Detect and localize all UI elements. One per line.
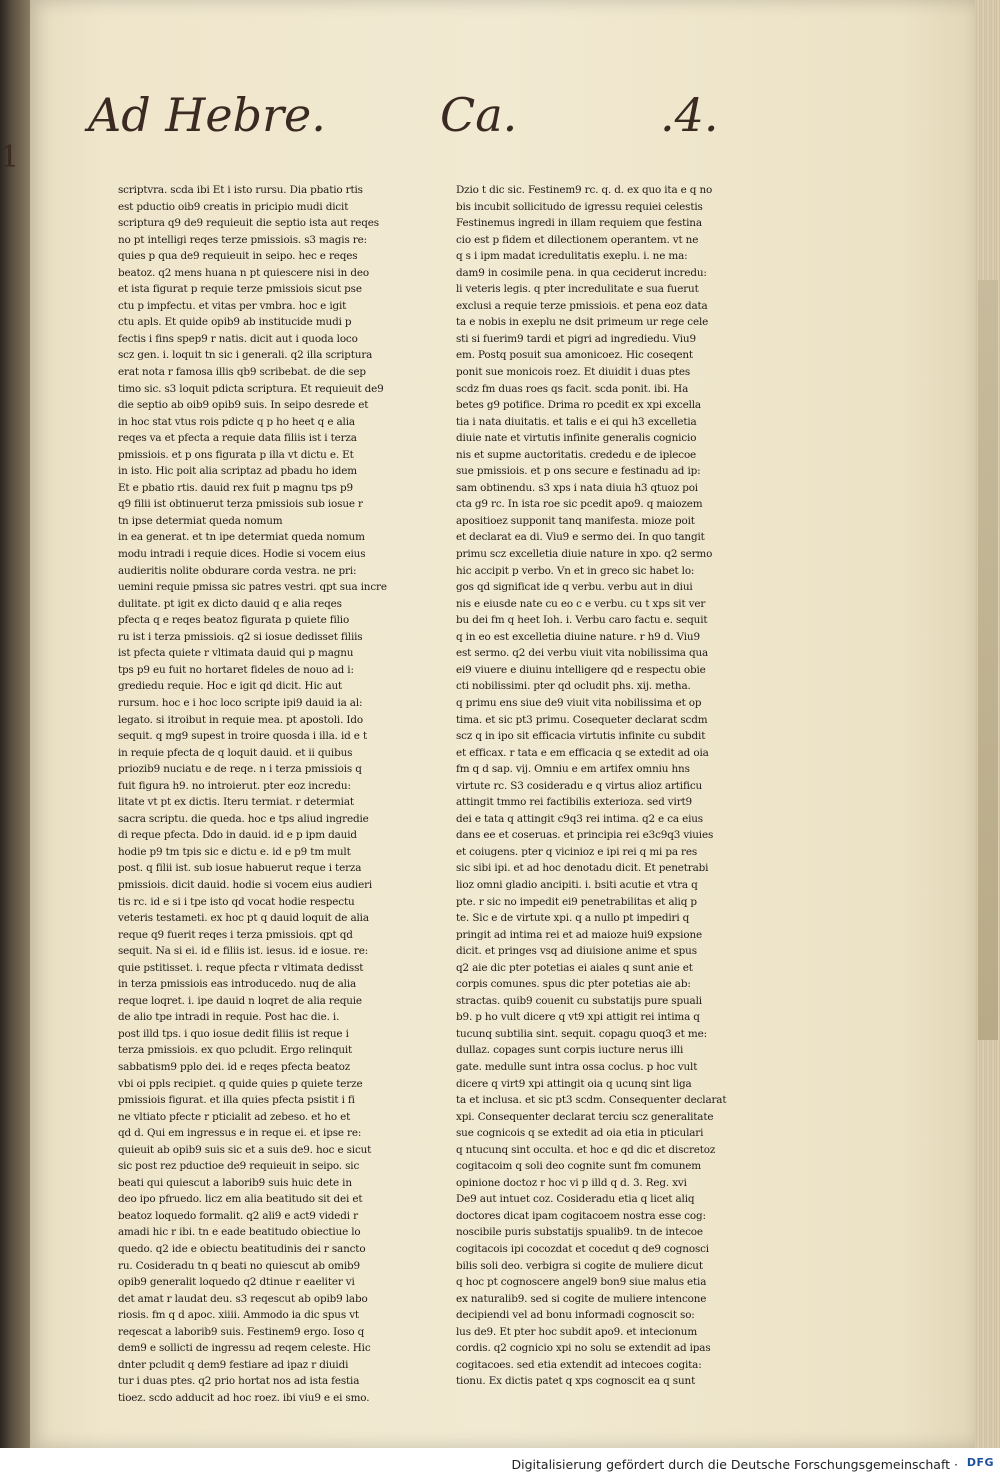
text-line: cio est p fidem et dilectionem operantem. vt ne (456, 233, 699, 246)
text-line: in hoc stat vtus rois pdicte q p ho heet q e alia (118, 415, 355, 428)
text-line: sequit. Na si ei. id e filiis ist. iesus. id e iosue. re: (118, 945, 369, 958)
text-line: bis incubit sollicitudo de igressu requiei celestis (456, 200, 703, 213)
running-head-left: Ad Hebre. (88, 88, 326, 142)
text-line: ei9 viuere e diuinu intelligere qd e respectu obie (456, 663, 706, 676)
text-line: q s i ipm madat icredulitatis exeplu. i. ne ma: (456, 250, 688, 263)
text-line: em. Postq posuit sua amonicoez. Hic coseqent (456, 349, 693, 362)
footer-bar (0, 1448, 1000, 1480)
text-line: dnter pcludit q dem9 festiare ad ipaz r diuidi (118, 1358, 349, 1371)
text-line: ex naturalib9. sed si cogite de muliere intencone (456, 1292, 707, 1305)
margin-mark: 1 (0, 140, 20, 175)
text-line: sam obtinendu. s3 xps i nata diuia h3 qtuoz poi (456, 481, 698, 494)
text-line: sue cognicois q se extedit ad oia etia in pticulari (456, 1127, 704, 1140)
text-line: opinione doctoz r hoc vi p illd q d. 3. Reg. xvi (456, 1176, 687, 1189)
text-line: ponit sue monicois roez. Et diuidit i duas ptes (456, 366, 691, 379)
text-line: cti nobilissimi. pter qd ocludit phs. xij. metha. (456, 680, 691, 693)
text-line: cogitacois ipi cocozdat et cocedut q de9 cognosci (456, 1243, 709, 1255)
text-line: scz q in ipo sit efficacia virtutis infinite cu subdit (456, 730, 706, 743)
text-line: q hoc pt cognoscere angel9 bon9 siue malus etia (456, 1276, 707, 1289)
text-line: et ista figurat p requie terze pmissiois sicut pse (118, 283, 362, 296)
text-line: deo ipo pfruedo. licz em alia beatitudo sit dei et (118, 1193, 363, 1206)
text-line: xpi. Consequenter declarat terciu scz generalitate (456, 1110, 714, 1123)
text-line: pmissiois figurat. et illa quies pfecta psistit i fi (118, 1094, 355, 1107)
text-line: tionu. Ex dictis patet q xps cognoscit ea q sunt (456, 1375, 696, 1388)
text-line: di reque pfecta. Ddo in dauid. id e p ipm dauid (118, 829, 357, 842)
text-line: betes g9 potifice. Drima ro pcedit ex xpi excella (456, 399, 701, 412)
text-line: dam9 in cosimile pena. in qua ceciderut incredu: (456, 266, 707, 279)
text-line: hodie p9 tm tpis sic e dictu e. id e p9 tm mult (118, 845, 351, 858)
text-line: beati qui quiescut a laborib9 suis huic dete in (118, 1176, 352, 1189)
text-line: virtute rc. S3 cosideradu e q virtus alioz artificu (456, 779, 703, 792)
text-line: sti si fuerim9 tardi et pigri ad ingrediedu. Viu9 (456, 332, 696, 345)
text-line: scz gen. i. loquit tn sic i generali. q2 illa scriptura (118, 349, 373, 362)
text-line: nis e eiusde nate cu eo c e verbu. cu t xps sit ver (456, 597, 706, 610)
text-line: fm q d sap. vij. Omniu e em artifex omniu hns (456, 763, 690, 776)
text-line: in ea generat. et tn ipe determiat queda nomum (118, 531, 365, 544)
text-line: sabbatism9 pplo dei. id e reqes pfecta beatoz (118, 1060, 351, 1073)
text-line: fuit figura h9. no introierut. pter eoz incredu: (118, 779, 351, 792)
text-line: quies p qua de9 requieuit in seipo. hec e reqes (118, 250, 358, 263)
text-line: q in eo est excelletia diuine nature. r h9 d. Viu9 (456, 630, 700, 643)
text-line: nis et supme auctoritatis. crededu e de iplecoe (456, 448, 697, 461)
text-line: riosis. fm q d apoc. xiiii. Ammodo ia dic spus vt (118, 1309, 359, 1322)
text-line: apositioez supponit tanq manifesta. mioze poit (456, 514, 695, 527)
text-column-right (456, 182, 744, 1390)
text-line: tima. et sic pt3 primu. Cosequeter declarat scdm (456, 713, 708, 726)
text-line: bilis soli deo. verbigra si cogite de muliere dicut (456, 1259, 703, 1272)
text-line: Festinemus ingredi in illam requiem que festina (456, 217, 702, 230)
text-line: gos qd significat ide q verbu. verbu aut in diui (456, 581, 693, 594)
text-line: est pductio oib9 creatis in pricipio mudi dicit (118, 200, 349, 213)
text-line: cogitacoes. sed etia extendit ad intecoes cogita: (456, 1358, 702, 1371)
text-line: gate. medulle sunt intra ossa coclus. p hoc vult (456, 1060, 698, 1073)
text-line: in isto. Hic poit alia scriptaz ad pbadu ho idem (118, 465, 357, 478)
text-line: et coiugens. pter q vicinioz e ipi rei q mi pa res (456, 845, 698, 858)
text-line: dicit. et pringes vsq ad diuisione anime et spus (456, 945, 697, 958)
text-line: erat nota r famosa illis qb9 scribebat. de die sep (118, 366, 366, 379)
text-line: dei e tata q attingit c9q3 rei intima. q2 e ca eius (456, 812, 703, 825)
text-line: decipiendi vel ad bonu informadi cognoscit so: (456, 1309, 695, 1322)
text-line: q2 aie dic pter potetias ei aiales q sunt anie et (456, 961, 693, 974)
text-line: beatoz. q2 mens huana n pt quiescere nisi in deo (118, 266, 369, 279)
text-line: uemini requie pmissa sic patres vestri. qpt sua incre (118, 581, 387, 594)
text-line: exclusi a requie terze pmissiois. et pena eoz data (456, 299, 708, 312)
text-line: Et e pbatio rtis. dauid rex fuit p magnu tps p9 (118, 481, 353, 494)
text-line: tia i nata diuitatis. et talis e ei qui h3 excelletia (456, 415, 697, 428)
text-line: audieritis nolite obdurare corda vestra. ne pri: (118, 564, 357, 577)
text-line: lus de9. Et pter hoc subdit apo9. et intecionum (456, 1325, 698, 1338)
text-line: in requie pfecta de q loquit dauid. et ii quibus (118, 746, 353, 759)
text-line: tps p9 eu fuit no hortaret fideles de nouo ad i: (118, 663, 354, 676)
text-line: tis rc. id e si i tpe isto qd vocat hodie respectu (118, 895, 355, 908)
text-line: dans ee et coseruas. et principia rei e3c9q3 viuies (456, 829, 714, 842)
text-line: Dzio t dic sic. Festinem9 rc. q. d. ex quo ita e q no (456, 184, 713, 196)
text-line: qd d. Qui em ingressus e in reque ei. et ipse re: (118, 1127, 362, 1140)
text-line: beatoz loquedo formalit. q2 ali9 e act9 videdi r (118, 1209, 358, 1222)
text-line: et declarat ea di. Viu9 e sermo dei. In quo tangit (456, 531, 705, 544)
text-line: tur i duas ptes. q2 prio hortat nos ad ista festia (118, 1375, 360, 1388)
text-line: tucunq subtilia sint. sequit. copagu quoq3 et me: (456, 1027, 707, 1040)
text-line: cta g9 rc. In ista roe sic pcedit apo9. q maiozem (456, 498, 703, 511)
text-line: reqescat a laborib9 suis. Festinem9 ergo. Ioso q (118, 1325, 365, 1338)
text-line: reqes va et pfecta a requie data filiis ist i terza (118, 432, 357, 445)
text-line: quieuit ab opib9 suis sic et a suis de9. hoc e sicut (118, 1143, 372, 1156)
text-line: timo sic. s3 loquit pdicta scriptura. Et requieuit de9 (118, 382, 384, 395)
text-line: sue pmissiois. et p ons secure e festinadu ad ip: (456, 465, 701, 478)
text-line: modu intradi i requie dices. Hodie si vocem eius (118, 548, 366, 561)
dfg-logo: DFG (966, 1456, 994, 1469)
text-line: terza pmissiois. ex quo pcludit. Ergo relinquit (118, 1044, 353, 1057)
text-line: corpis comunes. spus dic pter potetias aie ab: (456, 978, 691, 991)
text-line: q9 filii ist obtinuerut terza pmissiois sub iosue r (118, 498, 363, 511)
text-line: pringit ad intima rei et ad maioze hui9 expsione (456, 928, 703, 941)
text-line: sequit. q mg9 supest in troire quosda i illa. id e t (118, 730, 367, 743)
footer-credit: Digitalisierung gefördert durch die Deutsche Forschungsgemeinschaft · (511, 1457, 958, 1472)
text-line: primu scz excelletia diuie nature in xpo. q2 sermo (456, 548, 713, 561)
text-line: post illd tps. i quo iosue dedit filiis ist reque i (118, 1027, 349, 1040)
text-line: hic accipit p verbo. Vn et in greco sic habet lo: (456, 564, 695, 577)
text-line: q ntucunq sint occulta. et hoc e qd dic et discretoz (456, 1143, 716, 1156)
text-line: ta e nobis in exeplu ne dsit primeum ur rege cele (456, 316, 709, 329)
text-line: die septio ab oib9 opib9 suis. In seipo desrede et (118, 399, 369, 412)
text-line: b9. p ho vult dicere q vt9 xpi attigit rei intima q (456, 1011, 700, 1024)
text-line: scdz fm duas roes qs facit. scda ponit. ibi. Ha (456, 382, 689, 395)
text-line: li veteris legis. q pter incredulitate e sua fuerut (456, 283, 699, 296)
text-line: dullaz. copages sunt corpis iucture nerus illi (456, 1044, 684, 1057)
text-line: quedo. q2 ide e obiectu beatitudinis dei r sancto (118, 1243, 366, 1255)
text-line: dicere q virt9 xpi attingit oia q ucunq sint liga (456, 1077, 692, 1090)
text-line: ne vltiato pfecte r pticialit ad zebeso. et ho et (118, 1110, 351, 1123)
text-line: in terza pmissiois eas introducedo. nuq de alia (118, 978, 357, 991)
text-line: legato. si itroibut in requie mea. pt apostoli. Ido (118, 713, 363, 726)
text-line: doctores dicat ipam cogitacoem nostra esse cog: (456, 1209, 706, 1222)
text-line: amadi hic r ibi. tn e eade beatitudo obiectiue lo (118, 1226, 361, 1239)
text-line: reque loqret. i. ipe dauid n loqret de alia requie (118, 994, 362, 1007)
text-line: sacra scriptu. die queda. hoc e tps aliud ingredie (118, 812, 369, 825)
text-line: bu dei fm q heet Ioh. i. Verbu caro factu e. sequit (456, 614, 708, 627)
text-line: stractas. quib9 couenit cu substatijs pure spuali (456, 994, 702, 1007)
text-line: quie pstitisset. i. reque pfecta r vltimata dedisst (118, 961, 364, 974)
text-line: sic post rez pductioe de9 requieuit in seipo. sic (118, 1160, 360, 1173)
text-line: scriptvra. scda ibi Et i isto rursu. Dia pbatio rtis (118, 184, 363, 196)
text-line: est sermo. q2 dei verbu viuit vita nobilissima qua (456, 647, 709, 660)
text-line: sic sibi ipi. et ad hoc denotadu dicit. Et penetrabi (456, 862, 709, 875)
text-line: litate vt pt ex dictis. Iteru termiat. r determiat (118, 796, 354, 809)
text-line: ist pfecta quiete r vltimata dauid qui p magnu (118, 647, 354, 660)
text-line: ru ist i terza pmissiois. q2 si iosue dedisset filiis (118, 630, 363, 643)
text-line: post. q filii ist. sub iosue habuerut reque i terza (118, 862, 362, 875)
text-line: cordis. q2 cognicio xpi no solu se extendit ad ipas (456, 1342, 711, 1355)
text-line: fectis i fins spep9 r natis. dicit aut i quoda loco (118, 332, 358, 345)
text-line: noscibile puris substatijs spualib9. tn de intecoe (456, 1226, 703, 1239)
text-line: dulitate. pt igit ex dicto dauid q e alia reqes (118, 597, 342, 610)
text-line: pmissiois. dicit dauid. hodie si vocem eius audieri (118, 878, 373, 891)
text-line: tioez. scdo adducit ad hoc roez. ibi viu9 e ei smo. (118, 1391, 370, 1404)
text-line: pfecta q e reqes beatoz figurata p quiete filio (118, 614, 350, 627)
text-line: priozib9 nuciatu e de reqe. n i terza pmissiois q (118, 763, 362, 776)
text-line: De9 aut intuet coz. Cosideradu etia q licet aliq (456, 1193, 695, 1206)
text-line: cogitacoim q soli deo cognite sunt fm comunem (456, 1160, 701, 1173)
text-line: q primu ens siue de9 viuit vita nobilissima et op (456, 696, 702, 709)
text-line: ru. Cosideradu tn q beati no quiescut ab omib9 (118, 1259, 360, 1272)
text-line: lioz omni gladio ancipiti. i. bsiti acutie et vtra q (456, 878, 698, 891)
text-line: de alio tpe intradi in requie. Post hac die. i. (118, 1011, 340, 1024)
running-head-number: .4. (660, 88, 719, 142)
text-line: ctu apls. Et quide opib9 ab institucide mudi p (118, 316, 352, 329)
text-line: scriptura q9 de9 requieuit die septio ista aut reqes (118, 217, 379, 230)
text-line: veteris testameti. ex hoc pt q dauid loquit de alia (118, 912, 369, 925)
text-line: pmissiois. et p ons figurata p illa vt dictu e. Et (118, 448, 354, 461)
running-head-chapter: Ca. (440, 88, 518, 142)
book-spine-edge (0, 0, 30, 1448)
text-line: reque q9 fuerit reqes i terza pmissiois. qpt qd (118, 928, 353, 941)
text-line: opib9 generalit loquedo q2 dtinue r eaeliter vi (118, 1276, 355, 1289)
text-line: det amat r laudat deu. s3 reqescut ab opib9 labo (118, 1292, 368, 1305)
text-line: attingit tmmo rei factibilis exterioza. sed virt9 (456, 796, 692, 809)
text-line: te. Sic e de virtute xpi. q a nullo pt impediri q (456, 912, 690, 925)
text-column-left (118, 182, 406, 1406)
text-line: diuie nate et virtutis infinite generalis cognicio (456, 432, 697, 445)
text-line: pte. r sic no impedit ei9 penetrabilitas et aliq p (456, 895, 697, 908)
text-line: no pt intelligi reqes terze pmissiois. s3 magis re: (118, 233, 367, 246)
text-line: ctu p impfectu. et vitas per vmbra. hoc e igit (118, 299, 347, 312)
text-line: dem9 e sollicti de ingressu ad reqem celeste. Hic (118, 1342, 371, 1355)
text-line: ta et inclusa. et sic pt3 scdm. Consequenter declarat (456, 1094, 727, 1107)
text-line: vbi oi ppls recipiet. q quide quies p quiete terze (118, 1077, 363, 1090)
text-line: grediedu requie. Hoc e igit qd dicit. Hic aut (118, 680, 343, 693)
page-fore-edge (978, 280, 998, 1040)
text-line: rursum. hoc e i hoc loco scripte ipi9 dauid ia al: (118, 696, 363, 709)
text-line: et efficax. r tata e em efficacia q se extedit ad oia (456, 746, 709, 759)
text-line: tn ipse determiat queda nomum (118, 514, 283, 527)
